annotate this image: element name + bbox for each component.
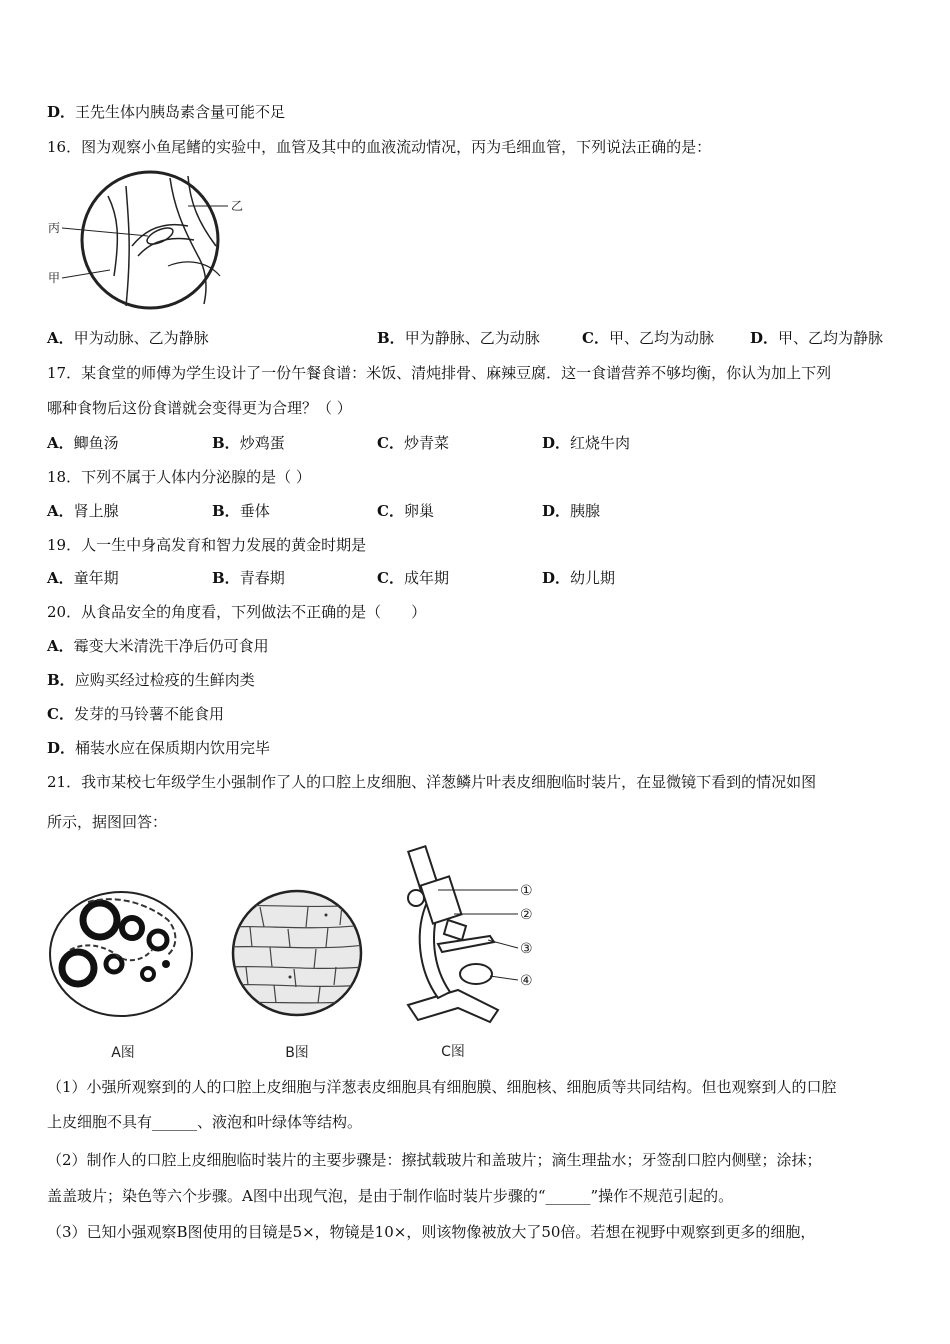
option-a: A．鲫鱼汤 [47,434,119,452]
option-a: A．甲为动脉、乙为静脉 [47,329,209,347]
option-a: A．童年期 [47,569,119,587]
option-c: C．甲、乙均为动脉 [582,329,714,347]
option-b: B．青春期 [212,569,285,587]
caption-c: C图 [441,1044,465,1060]
option-d: D．幼儿期 [542,569,616,587]
q21-sub1-line1: （1）小强所观察到的人的口腔上皮细胞与洋葱表皮细胞具有细胞膜、细胞核、细胞质等共同结构。但也观察到人的口腔 [47,1078,837,1096]
label-jia: 甲 [48,271,61,285]
label-bing: 丙 [48,221,61,235]
option-letter: D． [47,103,76,121]
q15-option-d [47,102,285,122]
q21-stem-line1: 21．我市某校七年级学生小强制作了人的口腔上皮细胞、洋葱鳞片叶表皮细胞临时装片，在显微镜下看到的情况如图 [47,773,817,791]
q20-option-d: D．桶装水应在保质期内饮用完毕 [47,739,271,757]
figure-b-onion-cells [230,885,365,1065]
q20-stem: 20．从食品安全的角度看，下列做法不正确的是（ ） [47,603,427,621]
q21-sub2-line1: （2）制作人的口腔上皮细胞临时装片的主要步骤是：擦拭载玻片和盖玻片；滴生理盐水；牙签刮口腔内侧壁；涂抹； [47,1151,822,1169]
option-text: 王先生体内胰岛素含量可能不足 [75,103,286,121]
option-c: C．卵巢 [377,502,434,520]
q19-options [47,568,907,588]
q18-stem: 18．下列不属于人体内分泌腺的是（ ） [47,468,311,486]
q17-options [47,433,907,453]
q21-stem-line2: 所示，据图回答： [47,813,168,831]
marker-4: ④ [520,973,533,989]
figure-c-microscope [398,840,548,1065]
option-d: D．胰腺 [542,502,601,520]
caption-b: B图 [285,1045,309,1061]
q20-option-a: A．霉变大米清洗干净后仍可食用 [47,637,269,655]
marker-1: ① [520,883,533,899]
q21-sub1-line2: 上皮细胞不具有______、液泡和叶绿体等结构。 [47,1113,363,1131]
marker-3: ③ [520,941,533,957]
option-a: A．肾上腺 [47,502,119,520]
option-b: B．甲为静脉、乙为动脉 [377,329,540,347]
figure-a-cheek-cells [48,890,198,1065]
marker-2: ② [520,907,533,923]
option-c: C．炒青菜 [377,434,449,452]
q17-stem-line2: 哪种食物后这份食谱就会变得更为合理？（ ） [47,399,352,417]
q20-option-c: C．发芽的马铃薯不能食用 [47,705,224,723]
option-b: B．垂体 [212,502,270,520]
q21-sub2-line2: 盖盖玻片；染色等六个步骤。A图中出现气泡，是由于制作临时装片步骤的“______”操作不规范引起的。 [47,1187,734,1205]
option-d: D．红烧牛肉 [542,434,631,452]
q20-option-b: B．应购买经过检疫的生鲜肉类 [47,671,255,689]
option-c: C．成年期 [377,569,449,587]
q16-options [47,328,907,348]
fish-tail-vessel-figure [48,166,248,316]
q18-options [47,501,907,521]
caption-a: A图 [111,1045,135,1061]
q16-stem: 16．图为观察小鱼尾鳍的实验中，血管及其中的血液流动情况，丙为毛细血管，下列说法正确的是： [47,138,712,156]
label-yi: 乙 [231,199,244,213]
option-b: B．炒鸡蛋 [212,434,285,452]
q17-stem-line1: 17．某食堂的师傅为学生设计了一份午餐食谱：米饭、清炖排骨、麻辣豆腐．这一食谱营养不够均衡，你认为加上下列 [47,364,832,382]
option-d: D．甲、乙均为静脉 [750,329,884,347]
q21-sub3-line1: （3）已知小强观察B图使用的目镜是5×，物镜是10×，则该物像被放大了50倍。若想在视野中观察到更多的细胞， [47,1223,816,1241]
q19-stem: 19．人一生中身高发育和智力发展的黄金时期是 [47,536,367,554]
